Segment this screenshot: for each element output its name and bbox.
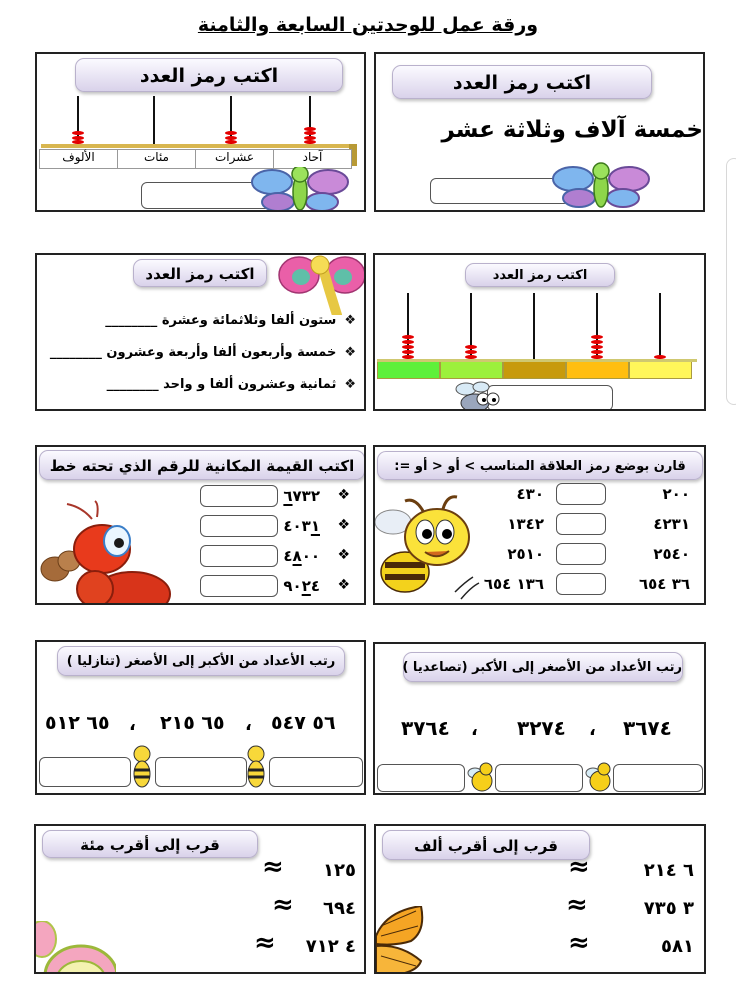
place-label-ones: آحاد xyxy=(302,150,323,164)
abacus-bead xyxy=(72,131,84,135)
underlined-digit: ٢ xyxy=(301,577,311,595)
answer-box[interactable] xyxy=(613,764,703,792)
list-item xyxy=(50,345,356,360)
abacus-segment xyxy=(440,361,503,379)
number-to-round: ٦ ٢١٤ xyxy=(643,860,694,881)
abacus-bead xyxy=(591,335,603,339)
place-label-tens: عشرات xyxy=(196,150,274,168)
panel-header: قرب إلى أقرب ألف xyxy=(382,830,590,860)
compare-right-number: ٤٣٠ xyxy=(516,485,544,503)
abacus-segment xyxy=(566,361,629,379)
compare-left-number: ٢٠٠ xyxy=(662,485,690,503)
number-to-round: ٤ ٧١٢ xyxy=(305,936,356,957)
number-with-underlined-digit: ٩٠٢٤ xyxy=(283,577,320,595)
flower-decoration xyxy=(36,921,116,974)
panel-round-thousand xyxy=(374,824,706,974)
panel-header: اكتب رمز العدد xyxy=(465,263,615,287)
abacus-bead xyxy=(591,345,603,349)
separator: ، xyxy=(589,719,596,740)
approx-symbol-icon: ≈ xyxy=(272,890,294,920)
relation-answer-box[interactable] xyxy=(556,573,606,595)
list-item xyxy=(107,377,356,392)
panel-header: رتب الأعداد من الأصغر إلى الأكبر (تصاعديا ) xyxy=(403,652,683,682)
separator: ، xyxy=(129,714,136,735)
butterfly-icon xyxy=(277,255,366,315)
number-item: ٦٥ ٢١٥ xyxy=(160,712,225,734)
abacus-bead xyxy=(304,127,316,131)
underlined-digit: ٨ xyxy=(292,547,302,565)
panel-abacus-thousands xyxy=(35,52,366,212)
approx-symbol-icon: ≈ xyxy=(566,890,588,920)
abacus-bead xyxy=(402,340,414,344)
abacus-bead xyxy=(402,345,414,349)
relation-answer-box[interactable] xyxy=(556,543,606,565)
abacus-segment xyxy=(503,361,566,379)
panel-header: اكتب رمز العدد xyxy=(75,58,343,92)
abacus-bead xyxy=(465,345,477,349)
number-to-round: ٥٨١ xyxy=(661,936,694,957)
place-label-thousands: الألوف xyxy=(40,150,118,168)
number-item: ٣٦٧٤ xyxy=(623,716,672,740)
place-label-hundreds: مئات xyxy=(118,150,196,168)
separator: ، xyxy=(471,719,478,740)
compare-right-number: ١٣٤٢ xyxy=(507,515,544,533)
underlined-digit: ٦ xyxy=(283,487,293,505)
number-item: ٥٦ ٥٤٧ xyxy=(271,712,336,734)
panel-round-hundred xyxy=(34,824,366,974)
butterfly-icon xyxy=(551,159,651,209)
number-with-underlined-digit: ٦٧٣٢ xyxy=(283,487,320,505)
answer-box[interactable] xyxy=(155,757,247,787)
fly-icon xyxy=(451,381,506,411)
number-to-round: ٦٩٤ xyxy=(323,898,356,919)
answer-box[interactable] xyxy=(200,515,278,537)
abacus-segment xyxy=(377,361,440,379)
answer-blank[interactable]: ________ xyxy=(49,345,102,360)
abacus-segment xyxy=(629,361,692,379)
butterfly-wing-decoration xyxy=(376,906,426,974)
panel-abacus-colored xyxy=(373,253,706,411)
number-to-round: ١٢٥ xyxy=(323,860,356,881)
bee-icon xyxy=(243,742,269,794)
panel-header: اكتب رمز العدد xyxy=(133,259,267,287)
abacus-bead xyxy=(72,136,84,140)
abacus-rod xyxy=(659,293,661,361)
number-words: خمسة وأربعون ألفا وأربعة وعشرون xyxy=(101,345,337,360)
abacus-bead xyxy=(402,335,414,339)
butterfly-icon xyxy=(250,167,350,212)
bee-icon xyxy=(375,487,485,605)
number-with-underlined-digit: ٤٠٣١ xyxy=(283,517,320,535)
abacus-bead xyxy=(465,350,477,354)
abacus-bead xyxy=(304,131,316,135)
answer-box[interactable] xyxy=(200,575,278,597)
panel-header: قارن بوضع رمز العلاقة المناسب > أو < أو =: xyxy=(377,451,703,480)
bullet-icon: ❖ xyxy=(344,313,356,328)
abacus-bead xyxy=(402,350,414,354)
abacus-bead xyxy=(591,340,603,344)
answer-blank[interactable]: ________ xyxy=(106,377,159,392)
compare-left-number: ٢٥٤٠ xyxy=(653,545,690,563)
abacus-bead xyxy=(225,131,237,135)
number-item: ٣٢٧٤ xyxy=(517,716,566,740)
answer-box[interactable] xyxy=(200,545,278,567)
panel-compare xyxy=(373,445,706,605)
abacus-top-edge xyxy=(377,359,697,362)
bee-icon xyxy=(467,759,495,795)
relation-answer-box[interactable] xyxy=(556,513,606,535)
panel-place-value xyxy=(35,445,366,605)
list-item xyxy=(105,313,356,328)
panel-order-descending xyxy=(35,640,366,795)
bullet-icon: ❖ xyxy=(337,577,350,593)
worksheet-title: ورقة عمل للوحدتين السابعة والثامنة xyxy=(197,14,539,36)
scrollbar[interactable] xyxy=(726,158,736,405)
bullet-icon: ❖ xyxy=(344,345,356,360)
number-to-round: ٣ ٧٣٥ xyxy=(643,898,694,919)
panel-words-to-numbers xyxy=(35,253,366,411)
bullet-icon: ❖ xyxy=(344,377,356,392)
panel-header: اكتب القيمة المكانية للرقم الذي تحته خط xyxy=(39,450,365,480)
approx-symbol-icon: ≈ xyxy=(254,928,276,958)
bee-icon xyxy=(585,759,613,795)
bullet-icon: ❖ xyxy=(337,547,350,563)
abacus-base xyxy=(41,144,357,148)
place-labels xyxy=(39,149,352,169)
number-with-underlined-digit: ٤٨٠٠ xyxy=(283,547,320,565)
answer-box[interactable] xyxy=(495,764,583,792)
abacus-bead xyxy=(304,136,316,140)
answer-box[interactable] xyxy=(39,757,131,787)
panel-number-words xyxy=(374,52,705,212)
number-words: ستون ألفا وثلاثمائة وعشرة xyxy=(157,313,337,328)
compare-left-number: ٤٢٣١ xyxy=(653,515,690,533)
number-words-text: خمسة آلاف وثلاثة عشر xyxy=(441,117,703,143)
number-item: ٦٥ ٥١٢ xyxy=(45,712,110,734)
bullet-icon: ❖ xyxy=(337,487,350,503)
relation-answer-box[interactable] xyxy=(556,483,606,505)
answer-blank[interactable]: ________ xyxy=(105,313,158,328)
number-item: ٣٧٦٤ xyxy=(401,716,450,740)
answer-box[interactable] xyxy=(377,764,465,792)
bee-icon xyxy=(129,742,155,794)
panel-order-ascending xyxy=(373,642,706,795)
number-words: ثمانية وعشرون ألفا و واحد xyxy=(158,377,337,392)
bullet-icon: ❖ xyxy=(337,517,350,533)
abacus-bead xyxy=(591,350,603,354)
abacus-rod xyxy=(533,293,535,361)
panel-header: رتب الأعداد من الأكبر إلى الأصغر (تنازليا ) xyxy=(57,646,345,676)
answer-box[interactable] xyxy=(430,178,570,204)
panel-header: قرب إلى أقرب مئة xyxy=(42,830,258,858)
compare-right-number: ١٣٦ ٦٥٤ xyxy=(483,575,544,593)
compare-right-number: ٢٥١٠ xyxy=(507,545,544,563)
abacus-rod-hundreds xyxy=(153,96,155,146)
underlined-digit: ١ xyxy=(310,517,320,535)
approx-symbol-icon: ≈ xyxy=(262,852,284,882)
abacus-bead xyxy=(225,136,237,140)
answer-box[interactable] xyxy=(269,757,363,787)
separator: ، xyxy=(245,714,252,735)
approx-symbol-icon: ≈ xyxy=(568,928,590,958)
approx-symbol-icon: ≈ xyxy=(568,852,590,882)
panel-header: اكتب رمز العدد xyxy=(392,65,652,99)
compare-left-number: ٣٦ ٦٥٤ xyxy=(638,575,690,593)
answer-box[interactable] xyxy=(200,485,278,507)
ant-icon xyxy=(37,499,172,605)
